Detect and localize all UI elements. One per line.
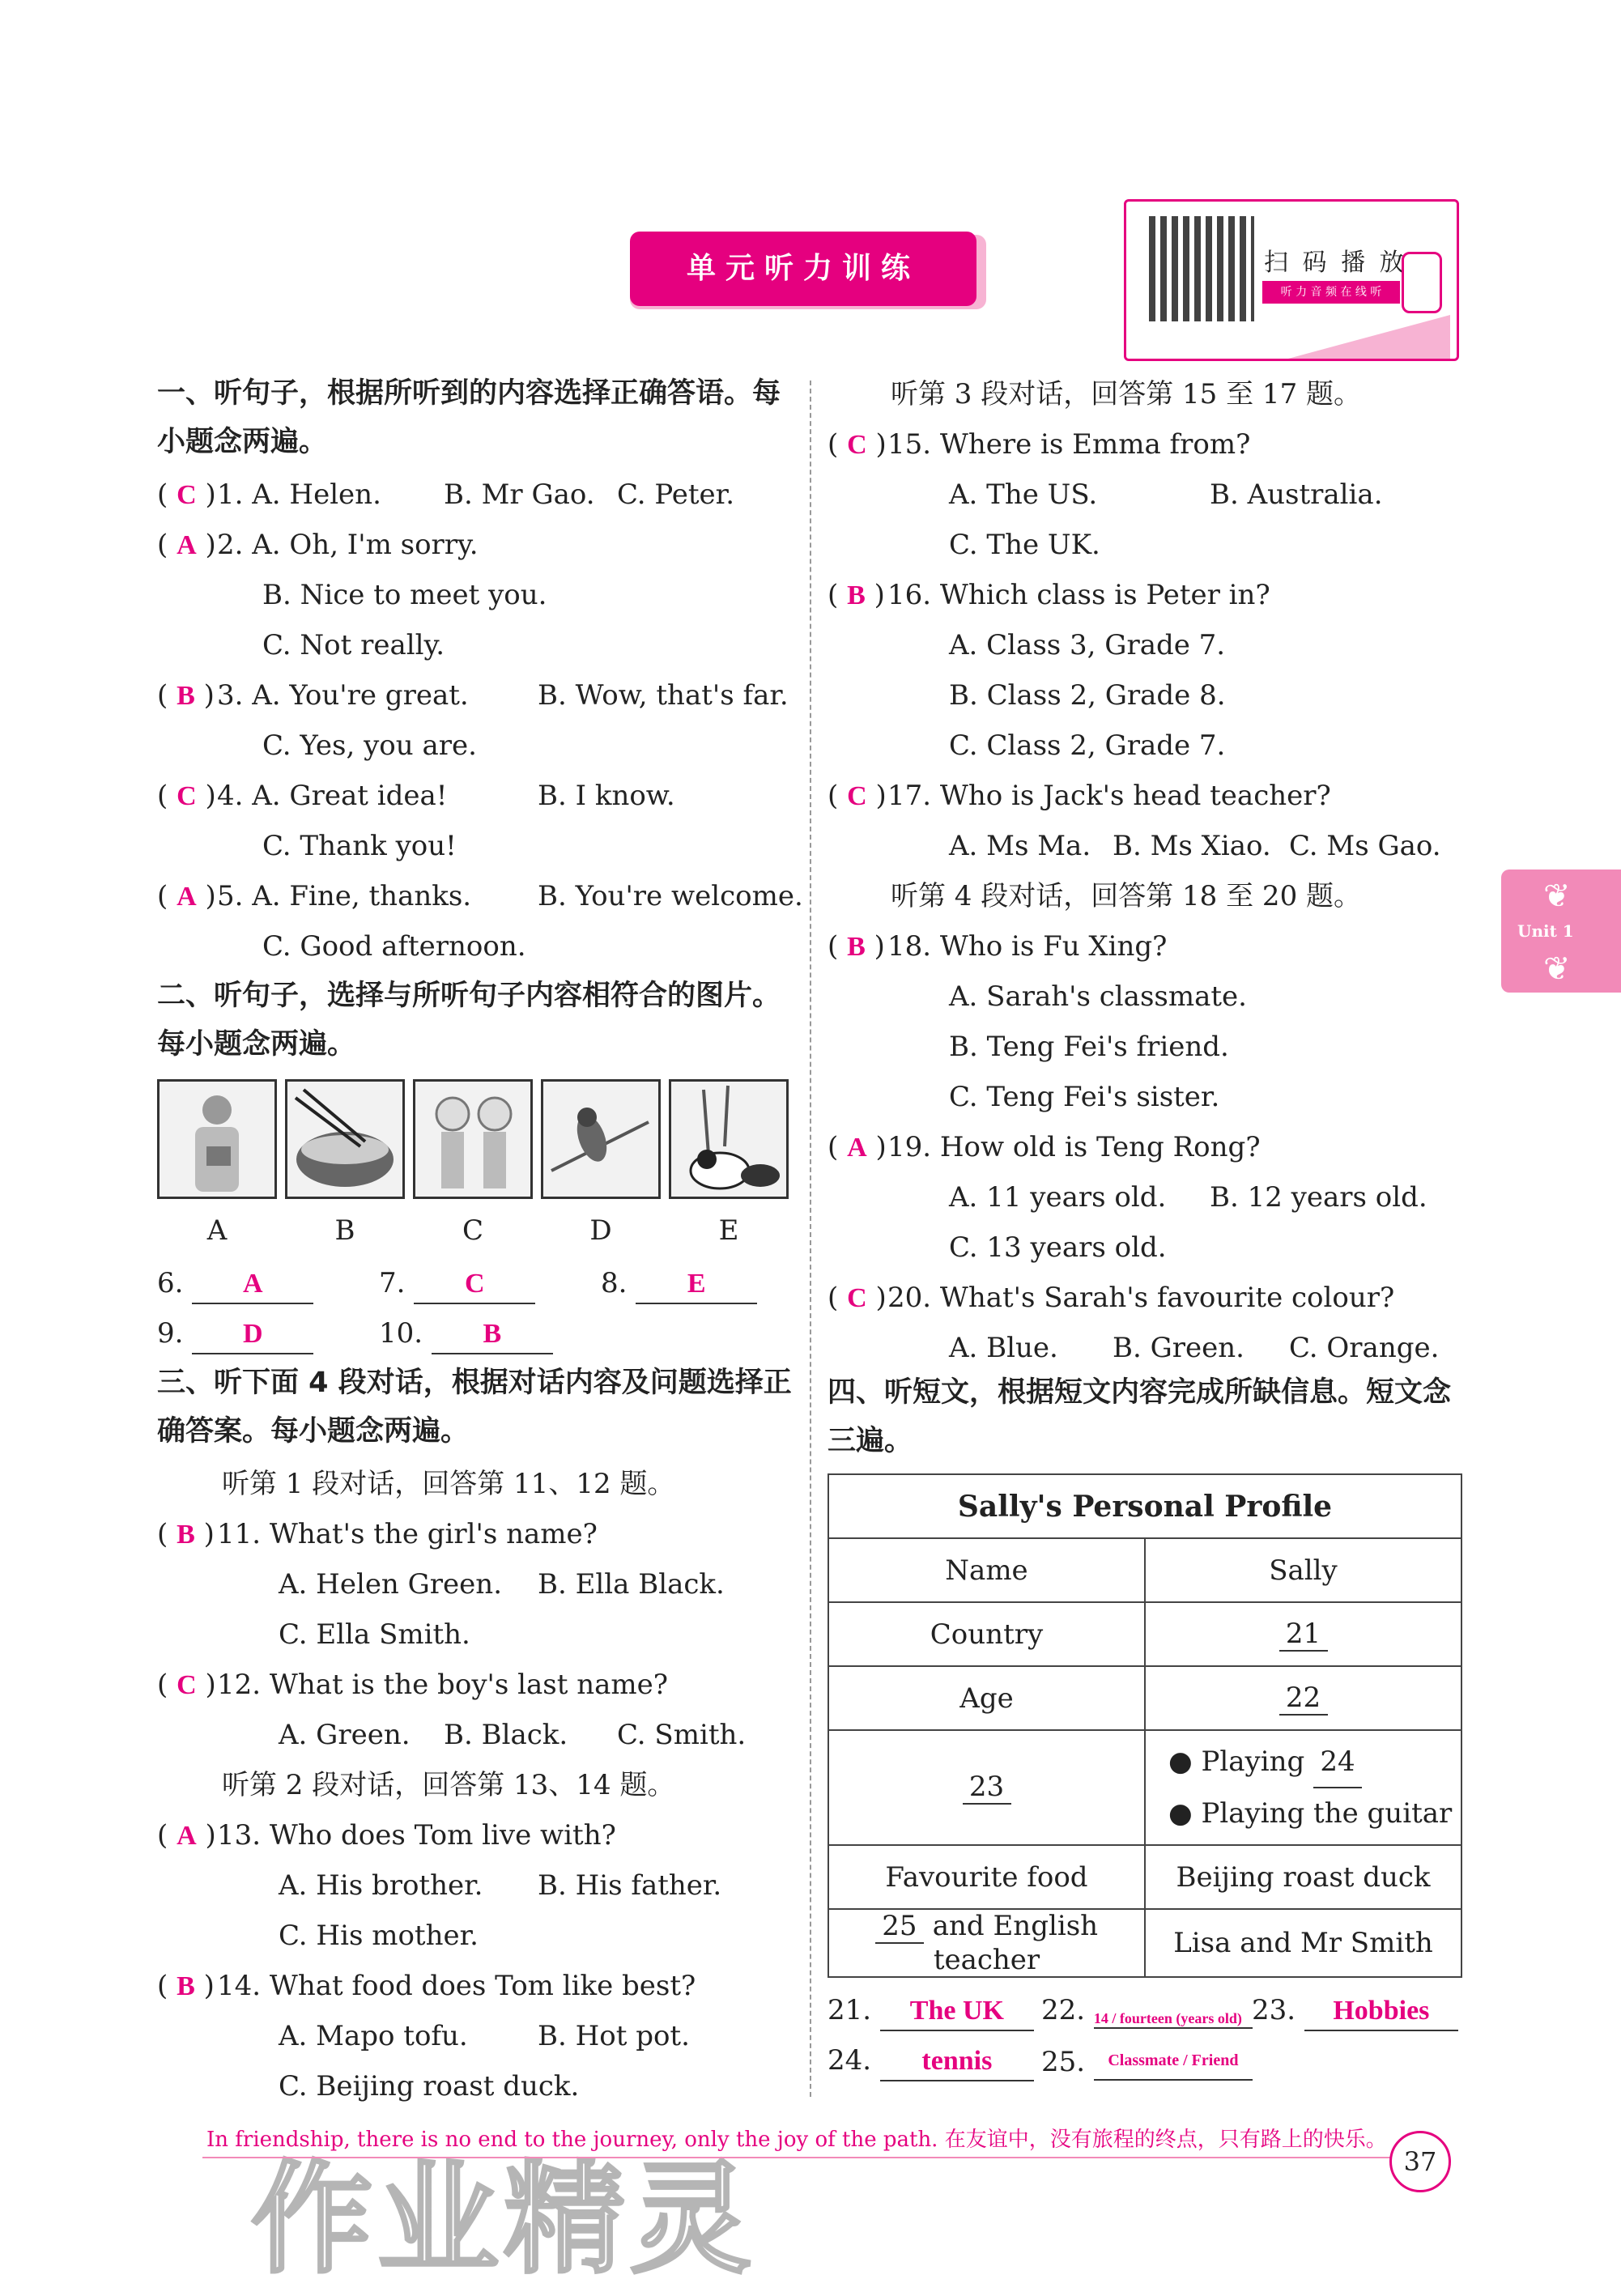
qr-panel (1124, 199, 1459, 361)
option-c: C. 13 years old. (949, 1231, 1167, 1264)
answer: C (177, 781, 197, 811)
option-c: C. Teng Fei's sister. (949, 1081, 1220, 1113)
answer-6: 6. A (157, 1265, 313, 1304)
option-c: C. His mother. (279, 1920, 479, 1952)
man-with-book-icon (157, 1079, 277, 1199)
option-a: A. Mapo tofu. (279, 2020, 468, 2052)
option-b: B. Hot pot. (538, 2020, 690, 2052)
pandas-icon (669, 1079, 789, 1199)
answer-9: 9. D (157, 1315, 313, 1354)
option-a: A. Helen Green. (279, 1568, 503, 1601)
answer-10: 10. B (379, 1315, 553, 1354)
option-a: A. Class 3, Grade 7. (949, 629, 1226, 661)
option-a: A. Sarah's classmate. (949, 980, 1247, 1013)
option-b: B. 12 years old. (1210, 1181, 1427, 1214)
question-14: ( B )14. What food does Tom like best? (157, 1970, 696, 2002)
option-c: C. Ella Smith. (279, 1618, 470, 1651)
profile-table (828, 1473, 1462, 1978)
answer-21: 21. The UK (828, 1992, 1034, 2031)
option-b: B. Black. (444, 1719, 568, 1751)
picture-label-a: A (206, 1214, 228, 1247)
answer-22: 22. 14 / fourteen (years old) (1041, 1992, 1253, 2029)
section-banner-title: 单元听力训练 (630, 232, 976, 306)
row-label-country: Country (828, 1602, 1145, 1666)
row-value-country: 21 (1145, 1602, 1461, 1666)
picture-label-d: D (589, 1214, 612, 1247)
answer-8: 8. E (601, 1265, 757, 1304)
answer: A (177, 530, 197, 560)
option-a: A. His brother. (279, 1869, 483, 1902)
watermark-text: 作业精灵 (251, 2149, 757, 2290)
answer: C (847, 1283, 867, 1313)
dialogue-4-instruction: 听第 4 段对话，回答第 18 至 20 题。 (891, 880, 1362, 912)
answer: C (847, 430, 867, 460)
row-label-teacher: 25 and English teacher (828, 1909, 1145, 1977)
column-divider (810, 381, 811, 2097)
row-label-name: Name (828, 1538, 1145, 1602)
option-c: C. Yes, you are. (262, 729, 477, 762)
answer: B (847, 580, 866, 610)
dialogue-3-instruction: 听第 3 段对话，回答第 15 至 17 题。 (891, 378, 1362, 410)
picture-label-c: C (462, 1214, 483, 1247)
row-value-hobbies: ● Playing 24 ● Playing the guitar (1145, 1730, 1461, 1845)
answer: C (177, 480, 197, 510)
section-1-heading: 一、听句子，根据所听到的内容选择正确答语。每小题念两遍。 (157, 377, 781, 458)
qr-sub: 听 力 音 频 在 线 听 (1262, 281, 1400, 304)
option-a: A. Blue. (949, 1332, 1058, 1364)
question-19: ( A )19. How old is Teng Rong? (828, 1131, 1261, 1163)
row-label-hobbies: 23 (828, 1730, 1145, 1845)
answer: A (847, 1133, 867, 1163)
option-c: C. Ms Gao. (1289, 830, 1441, 862)
picture-label-b: B (334, 1214, 355, 1247)
parrot-icon (541, 1079, 661, 1199)
noodle-bowl-icon (285, 1079, 405, 1199)
option-b: B. You're welcome. (538, 880, 803, 912)
option-b: B. I know. (538, 780, 675, 812)
qr-code-icon[interactable] (1149, 216, 1254, 321)
question-16: ( B )16. Which class is Peter in? (828, 579, 1270, 611)
section-3-heading: 三、听下面 4 段对话，根据对话内容及问题选择正确答案。每小题念两遍。 (157, 1367, 792, 1448)
section-4-heading: 四、听短文，根据短文内容完成所缺信息。短文念三遍。 (828, 1376, 1452, 1457)
option-c: C. Smith. (617, 1719, 747, 1751)
row-value-name: Sally (1145, 1538, 1461, 1602)
wing-icon: ❦ (1543, 950, 1571, 988)
option-b: B. Green. (1113, 1332, 1244, 1364)
dialogue-2-instruction: 听第 2 段对话，回答第 13、14 题。 (222, 1769, 675, 1801)
question-13: ( A )13. Who does Tom live with? (157, 1819, 616, 1852)
section-2-heading: 二、听句子，选择与所听句子内容相符合的图片。每小题念两遍。 (157, 980, 781, 1061)
answer-24: 24. tennis (828, 2042, 1034, 2081)
option-c: C. Thank you! (262, 830, 457, 862)
option-b: B. Wow, that's far. (538, 679, 789, 712)
hand-phone-icon (1402, 252, 1442, 313)
pink-corner-decoration (1288, 315, 1450, 359)
answer-23: 23. Hobbies (1252, 1992, 1458, 2031)
wing-icon: ❦ (1543, 878, 1571, 915)
two-girls-icon (413, 1079, 533, 1199)
unit-side-tab (1501, 870, 1621, 993)
option-b: B. Ella Black. (538, 1568, 725, 1601)
question-5: ( A )5. A. Fine, thanks. (157, 880, 472, 912)
answer: C (847, 781, 867, 811)
row-label-age: Age (828, 1666, 1145, 1730)
question-17: ( C )17. Who is Jack's head teacher? (828, 780, 1331, 812)
option-b: B. Teng Fei's friend. (949, 1031, 1229, 1063)
answer: A (177, 882, 197, 912)
option-b: B. Nice to meet you. (262, 579, 547, 611)
question-3: ( B )3. A. You're great. (157, 679, 469, 712)
option-c: C. Good afternoon. (262, 930, 526, 963)
answer-7: 7. C (379, 1265, 535, 1304)
qr-label: 扫 码 播 放 (1264, 249, 1407, 277)
option-a: A. Ms Ma. (949, 830, 1091, 862)
option-c: C. The UK. (949, 529, 1100, 561)
question-11: ( B )11. What's the girl's name? (157, 1518, 598, 1550)
question-12: ( C )12. What is the boy's last name? (157, 1669, 668, 1701)
answer: B (847, 932, 866, 962)
question-18: ( B )18. Who is Fu Xing? (828, 930, 1168, 963)
answer: B (177, 681, 195, 711)
row-value-age: 22 (1145, 1666, 1461, 1730)
page-number: 37 (1389, 2131, 1451, 2192)
profile-title: Sally's Personal Profile (828, 1474, 1461, 1538)
option-c: C. Peter. (617, 478, 734, 511)
question-1: ( C )1. A. Helen. (157, 478, 381, 511)
question-15: ( C )15. Where is Emma from? (828, 428, 1251, 461)
option-b: B. Australia. (1210, 478, 1383, 511)
option-c: C. Not really. (262, 629, 445, 661)
option-c: C. Beijing roast duck. (279, 2070, 580, 2103)
row-value-food: Beijing roast duck (1145, 1845, 1461, 1909)
footer-quote: In friendship, there is no end to the journey, only the joy of the path. 在友谊中，没有旅程的终点，只有路上的快乐。 (206, 2128, 1387, 2152)
option-a: A. 11 years old. (949, 1181, 1167, 1214)
option-a: A. Green. (279, 1719, 411, 1751)
answer-25: 25. Classmate / Friend (1041, 2042, 1253, 2081)
option-b: B. His father. (538, 1869, 722, 1902)
answer: C (177, 1670, 197, 1700)
row-value-teacher: Lisa and Mr Smith (1145, 1909, 1461, 1977)
question-2: ( A )2. A. Oh, I'm sorry. (157, 529, 479, 561)
option-c: C. Orange. (1289, 1332, 1440, 1364)
answer: B (177, 1520, 195, 1550)
answer: A (177, 1821, 197, 1851)
option-a: A. The US. (949, 478, 1098, 511)
option-c: C. Class 2, Grade 7. (949, 729, 1226, 762)
footer-rule (202, 2157, 1393, 2158)
answer: B (177, 1971, 195, 2001)
picture-label-e: E (718, 1214, 739, 1247)
option-b: B. Mr Gao. (444, 478, 595, 511)
option-b: B. Ms Xiao. (1113, 830, 1271, 862)
row-label-food: Favourite food (828, 1845, 1145, 1909)
dialogue-1-instruction: 听第 1 段对话，回答第 11、12 题。 (222, 1468, 675, 1500)
question-4: ( C )4. A. Great idea! (157, 780, 448, 812)
side-tab-label: Unit 1 (1517, 921, 1574, 941)
question-20: ( C )20. What's Sarah's favourite colour? (828, 1282, 1395, 1314)
option-b: B. Class 2, Grade 8. (949, 679, 1226, 712)
